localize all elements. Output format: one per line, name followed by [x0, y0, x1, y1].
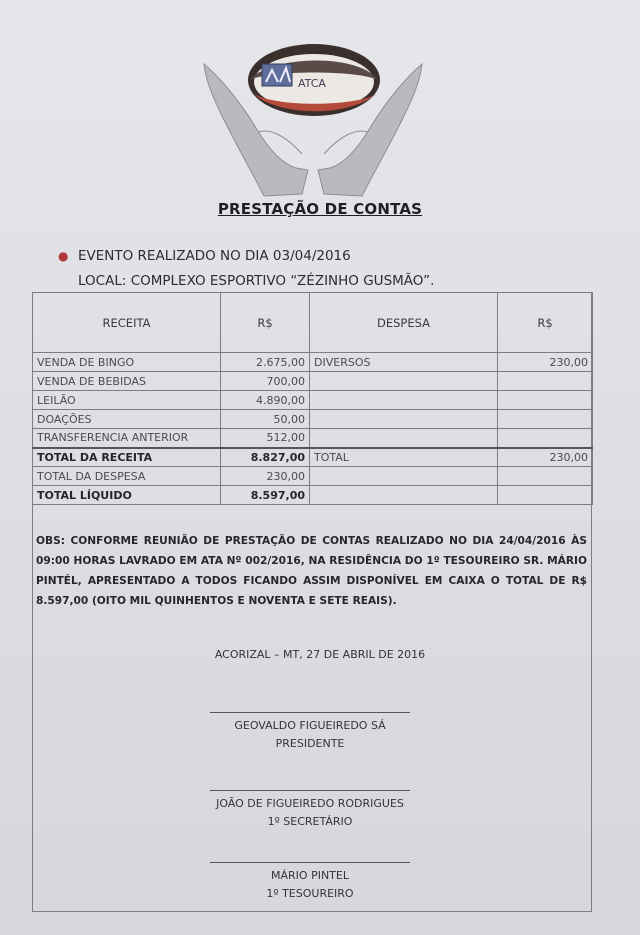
- despesa-valor-cell: 230,00: [498, 448, 593, 467]
- logo-text: ATCA: [298, 77, 326, 90]
- receita-valor-cell: 2.675,00: [221, 353, 310, 372]
- receita-cell: TOTAL DA RECEITA: [33, 448, 221, 467]
- signer-role: 1º TESOUREIRO: [266, 887, 354, 900]
- header-receita: RECEITA: [33, 293, 221, 353]
- header-receita-valor: R$: [221, 293, 310, 353]
- table-row: [33, 429, 593, 448]
- signature-treasurer: [180, 862, 440, 903]
- signature-secretary: [180, 790, 440, 831]
- logo-hands-icon: [198, 36, 428, 201]
- receita-valor-cell: 8.827,00: [221, 448, 310, 467]
- observation-text: OBS: CONFORME REUNIÃO DE PRESTAÇÃO DE CONTAS REALIZADO NO DIA 24/04/2016 ÀS 09:00 HORAS LAVRADO EM ATA Nº 002/2016, NA RESIDÊNCIA DO 1º TESOUREIRO SR. MÁRIO PINTÉL, APRESENTADO A TODOS FICANDO ASSIM DISPONÍVEL EM CAIXA O TOTAL DE R$ 8.597,00 (OITO MIL QUINHENTOS E NOVENTA E SETE REAIS).: [36, 535, 587, 607]
- despesa-valor-cell: [498, 467, 593, 486]
- signature-line: [210, 712, 410, 713]
- receita-cell: TOTAL DA DESPESA: [33, 467, 221, 486]
- receita-valor-cell: 230,00: [221, 467, 310, 486]
- signer-role: 1º SECRETÁRIO: [267, 815, 353, 828]
- despesa-valor-cell: [498, 372, 593, 391]
- despesa-cell: [310, 372, 498, 391]
- receita-cell: TRANSFERENCIA ANTERIOR: [33, 429, 221, 448]
- table-header-row: [33, 293, 593, 353]
- event-date: EVENTO REALIZADO NO DIA 03/04/2016: [78, 248, 351, 264]
- signer-name: GEOVALDO FIGUEIREDO SÁ: [234, 719, 386, 732]
- receita-valor-cell: 700,00: [221, 372, 310, 391]
- table-row: [33, 391, 593, 410]
- receita-cell: LEILÃO: [33, 391, 221, 410]
- signer-name: MÁRIO PINTEL: [271, 869, 349, 882]
- signature-line: [210, 790, 410, 791]
- place-date: ACORIZAL – MT, 27 DE ABRIL DE 2016: [214, 648, 426, 661]
- page-title: PRESTAÇÃO DE CONTAS: [217, 200, 423, 218]
- despesa-cell: [310, 467, 498, 486]
- total-receita-row: [33, 448, 593, 467]
- signature-president: [180, 712, 440, 753]
- receita-valor-cell: 512,00: [221, 429, 310, 448]
- total-despesa-row: [33, 467, 593, 486]
- header-despesa-valor: R$: [498, 293, 593, 353]
- bullet-icon: ●: [58, 249, 69, 263]
- despesa-cell: TOTAL: [310, 448, 498, 467]
- despesa-valor-cell: 230,00: [498, 353, 593, 372]
- receita-cell: VENDA DE BINGO: [33, 353, 221, 372]
- despesa-cell: [310, 486, 498, 505]
- event-info: [58, 244, 434, 294]
- table-row: [33, 353, 593, 372]
- despesa-cell: [310, 429, 498, 448]
- receita-valor-cell: 4.890,00: [221, 391, 310, 410]
- receita-cell: VENDA DE BEBIDAS: [33, 372, 221, 391]
- header-despesa: DESPESA: [310, 293, 498, 353]
- total-liquido-row: [33, 486, 593, 505]
- signer-role: PRESIDENTE: [275, 737, 345, 750]
- accounts-table: [32, 292, 593, 505]
- event-date-line: [58, 244, 434, 269]
- despesa-cell: [310, 410, 498, 429]
- despesa-valor-cell: [498, 410, 593, 429]
- despesa-valor-cell: [498, 486, 593, 505]
- despesa-valor-cell: [498, 429, 593, 448]
- event-location: LOCAL: COMPLEXO ESPORTIVO “ZÉZINHO GUSMÃO”.: [78, 273, 435, 289]
- despesa-valor-cell: [498, 391, 593, 410]
- receita-cell: TOTAL LÍQUIDO: [33, 486, 221, 505]
- table-row: [33, 410, 593, 429]
- despesa-cell: DIVERSOS: [310, 353, 498, 372]
- receita-cell: DOAÇÕES: [33, 410, 221, 429]
- signer-name: JOÃO DE FIGUEIREDO RODRIGUES: [216, 797, 404, 810]
- despesa-cell: [310, 391, 498, 410]
- table-row: [33, 372, 593, 391]
- receita-valor-cell: 50,00: [221, 410, 310, 429]
- signature-line: [210, 862, 410, 863]
- receita-valor-cell: 8.597,00: [221, 486, 310, 505]
